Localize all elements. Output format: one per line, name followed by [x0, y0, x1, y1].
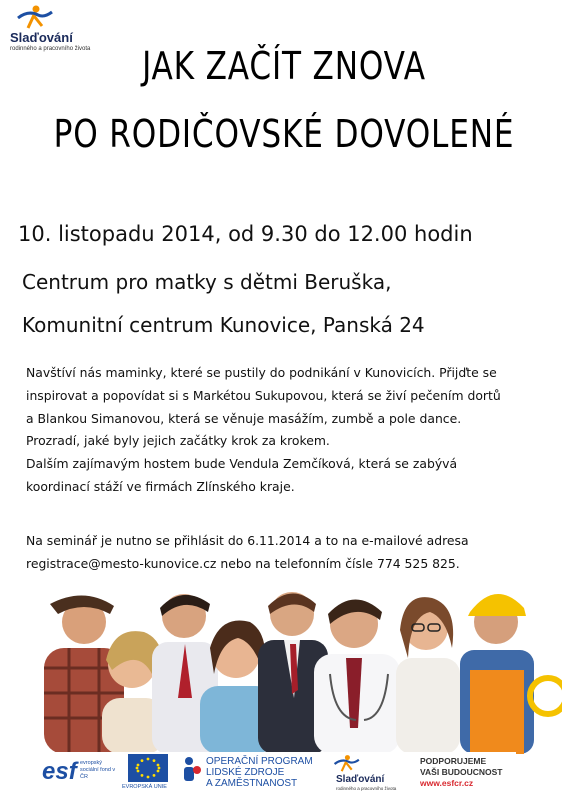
description-line: Dalším zajímavým hostem bude Vendula Zemčíková, která se zabývá	[26, 456, 458, 472]
footer-brand-subtitle: rodinného a pracovního života	[336, 786, 397, 791]
op-line-2: LIDSKÉ ZDROJE	[206, 767, 285, 778]
support-url: www.esfcr.cz	[420, 778, 474, 788]
registration-line: registrace@mesto-kunovice.cz nebo na telefonním čísle 774 525 825.	[26, 555, 460, 571]
title-line-1: JAK ZAČÍT ZNOVA	[142, 44, 426, 88]
registration-line: Na seminář je nutno se přihlásit do 6.11.2014 a to na e-mailové adresa	[26, 533, 469, 548]
op-line-3: A ZAMĚSTNANOST	[206, 778, 298, 789]
support-line-1: PODPORUJEME	[420, 756, 487, 766]
eu-label: EVROPSKÁ UNIE	[122, 784, 167, 790]
esf-label: esf	[42, 758, 77, 785]
event-date: 10. listopadu 2014, od 9.30 do 12.00 hodin	[18, 222, 473, 246]
event-place-2: Komunitní centrum Kunovice, Panská 24	[22, 313, 425, 337]
footer-brand: Slaďování	[336, 774, 385, 785]
running-figure-icon	[14, 4, 54, 32]
op-program-icon	[182, 756, 202, 784]
description-line: Navštíví nás maminky, které se pustily do podnikání v Kunovicích. Přijďte se	[26, 365, 497, 380]
sladovani-footer-logo	[330, 754, 420, 794]
event-place-1: Centrum pro matky s dětmi Beruška,	[22, 270, 392, 294]
registration-info	[26, 530, 556, 576]
description-line: inspirovat a popovídat si s Markétou Sukupovou, která se živí pečením dortů	[26, 387, 501, 403]
description	[26, 362, 556, 499]
eu-flag-icon	[128, 754, 168, 782]
person-glasses-woman	[396, 597, 460, 754]
logo-brand: Slaďování	[10, 30, 73, 45]
person-construction-worker	[460, 594, 562, 754]
footer-logos	[40, 752, 516, 796]
person-doctor	[314, 599, 400, 754]
people-photo	[14, 578, 562, 754]
support-line-2: VAŠI BUDOUCNOST	[420, 767, 503, 777]
title-line-2: PO RODIČOVSKÉ DOVOLENÉ	[53, 112, 515, 156]
esf-subtitle: evropský sociální fond v ČR	[80, 760, 116, 780]
op-line-1: OPERAČNÍ PROGRAM	[206, 756, 313, 767]
running-figure-icon	[330, 754, 362, 774]
logo-subtitle: rodinného a pracovního života	[10, 46, 91, 52]
support-block	[420, 756, 503, 789]
description-line: a Blankou Simanovou, která se věnuje masážím, zumbě a pole dance.	[26, 410, 462, 426]
description-line: koordinací stáží ve firmách Zlínského kraje.	[26, 478, 295, 494]
description-line: Prozradí, jaké byly jejich začátky krok za krokem.	[26, 433, 330, 449]
op-program-text	[206, 756, 313, 789]
esf-logo	[40, 752, 116, 796]
